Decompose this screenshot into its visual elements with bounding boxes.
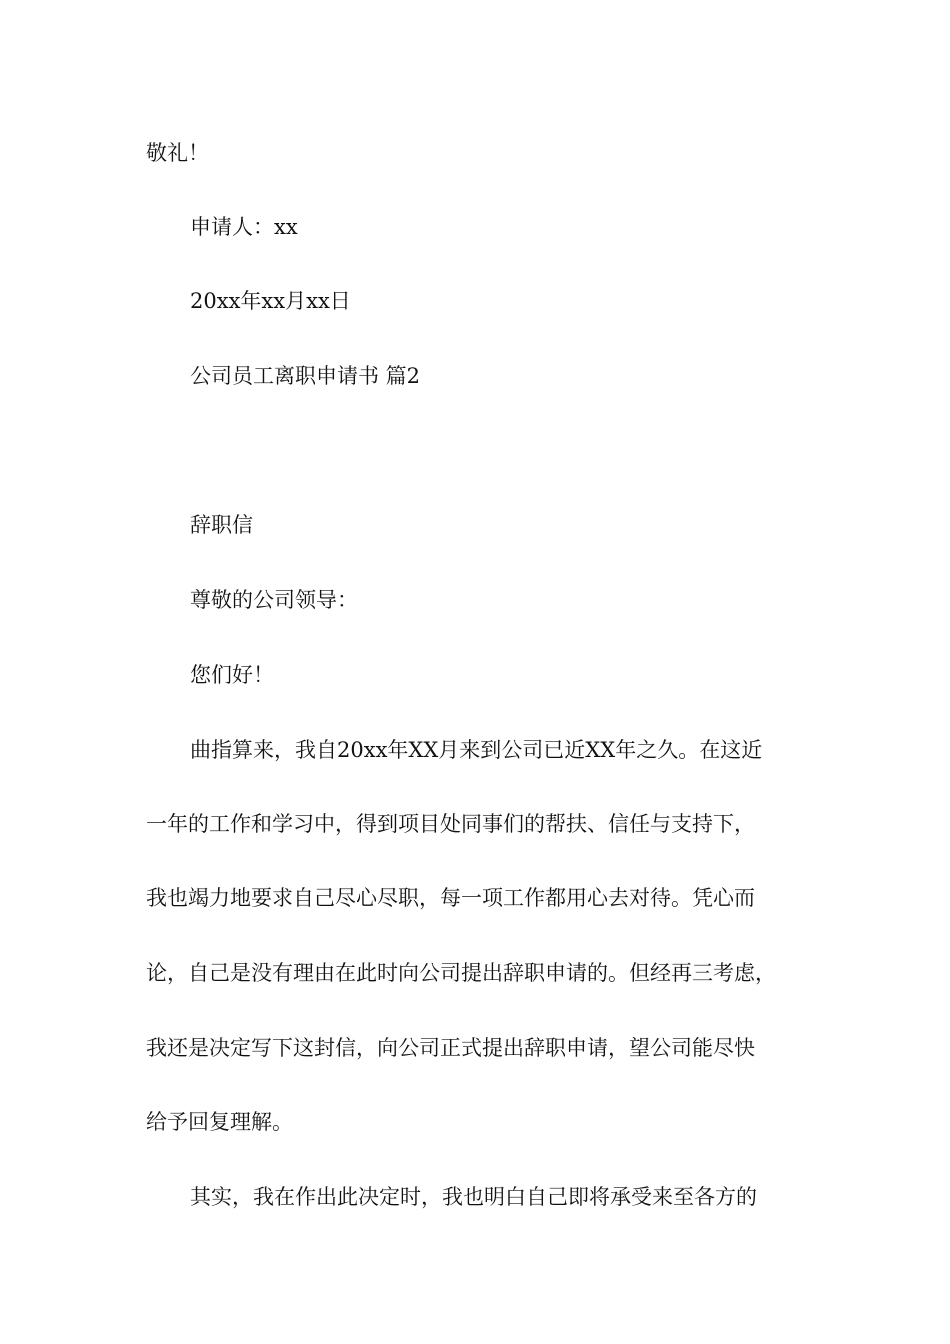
letter-title: 辞职信 [190,513,253,537]
section-heading: 公司员工离职申请书 篇2 [190,364,421,388]
paragraph1-line: 给予回复理解。 [146,1110,293,1134]
greeting-line: 您们好！ [190,663,274,687]
paragraph1-line: 我也竭力地要求自己尽心尽职，每一项工作都用心去对待。凭心而 [146,886,755,910]
paragraph1-line: 论，自己是没有理由在此时向公司提出辞职申请的。但经再三考虑， [146,961,776,985]
closing-line: 敬礼！ [146,141,209,165]
paragraph1-line: 一年的工作和学习中，得到项目处同事们的帮扶、信任与支持下， [146,812,755,836]
paragraph2-line: 其实，我在作出此决定时，我也明白自己即将承受来至各方的 [190,1185,757,1209]
salutation-line: 尊敬的公司领导： [190,588,358,612]
paragraph1-line: 我还是决定写下这封信，向公司正式提出辞职申请，望公司能尽快 [146,1036,755,1060]
date-line: 20xx年xx月xx日 [190,289,351,313]
paragraph1-line: 曲指算来，我自20xx年XX月来到公司已近XX年之久。在这近 [190,738,763,762]
applicant-line: 申请人：xx [190,215,298,239]
